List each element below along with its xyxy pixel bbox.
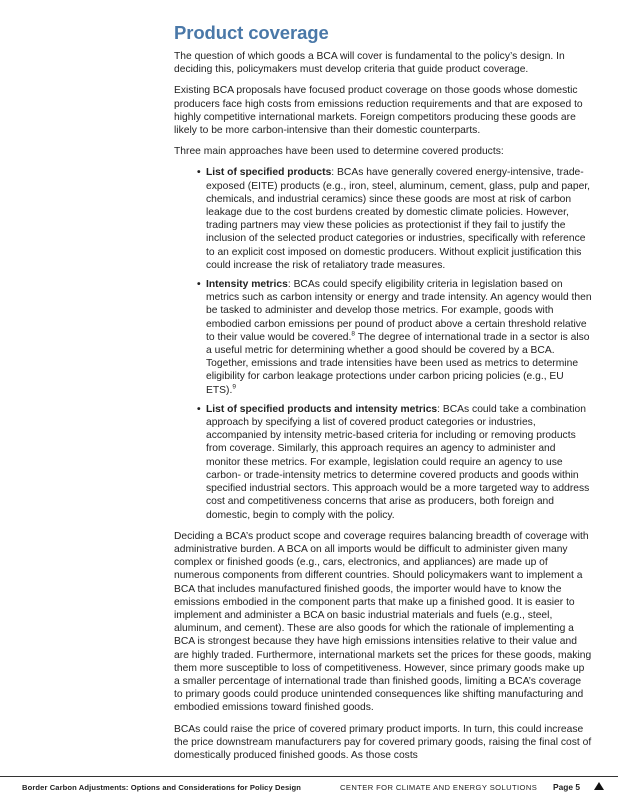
page-content [174,22,592,770]
list-item [197,166,592,272]
list-item-text: : BCAs could specify eligibility criteria in legislation based on metrics such as carbon intensity or energy and trade intensity. An agency would then be tasked to administer and develop those metrics. For example, goods with embodied carbon emissions per pound of product above a certain threshold relative to their value would be covered. [206,279,592,343]
list-item-heading: Intensity metrics [206,279,288,291]
page-footer [0,776,618,801]
bullet-marker: • [197,403,201,415]
bullet-marker: • [197,167,201,179]
approaches-list [174,166,592,521]
list-item [197,278,592,397]
bullet-marker: • [197,279,201,291]
list-item-heading: List of specified products and intensity metrics [206,403,438,415]
page-number: Page 5 [552,782,580,792]
footer-organization: CENTER FOR CLIMATE AND ENERGY SOLUTIONS [340,783,538,792]
paragraph-existing-proposals: Existing BCA proposals have focused product coverage on those goods whose domestic producers face high costs from emissions reduction requirements and that are exposed to highly competitive international markets. Foreign competitors producing these goods are likely to be more carbon-intensive than their domestic counterparts. [174,85,583,137]
footnote-ref[interactable]: 8 [351,330,356,338]
paragraph-approaches-lead: Three main approaches have been used to determine covered products: [174,146,504,158]
paragraph-price-effects: BCAs could raise the price of covered primary product imports. In turn, this could increase the price downstream manufacturers pay for covered primary goods, raising the final cost of domestically produced finished goods. As those costs [174,723,592,761]
paragraph-scope-coverage: Deciding a BCA’s product scope and coverage requires balancing breadth of coverage with administrative burden. A BCA on all imports would be difficult to administer given many complex or finished goods (e.g., cars, electronics, and appliances) are made up of numerous components from different countries. Should policymakers want to implement a BCA that includes manufactured finished goods, the importer would have to know the emissions embodied in the component parts that make up a finished good. It is easier to implement and administer a BCA on basic industrial materials and fuels (e.g., steel, aluminum, and cement). These are also goods for which the rationale of implementing a BCA is strongest because they have high emissions intensities relative to their value and are highly traded. Furthermore, international markets set the prices for these goods, making them more susceptible to loss of competitiveness. However, since primary goods make up a smaller percentage of international trade than finished goods, limiting a BCA’s coverage to primary goods could produce unintended consequences like shifting manufacturing and embodied emissions toward finished goods. [174,530,592,714]
paragraph-intro: The question of which goods a BCA will cover is fundamental to the policy’s design. In deciding this, policymakers must develop criteria that guide product coverage. [174,51,565,76]
footer-report-title: Border Carbon Adjustments: Options and Considerations for Policy Design [22,783,301,792]
section-title: Product coverage [174,22,329,43]
list-item-text: The degree of international trade in a sector is also a useful metric for determining whether a good should be covered by a BCA. Together, emissions and trade intensities have been used as metrics to determine eligibility for carbon leakage protections under carbon pricing policies (e.g., EU ETS). [206,331,590,396]
triangle-up-icon[interactable] [594,782,604,790]
footnote-ref[interactable]: 9 [232,383,236,391]
list-item-heading: List of specified products [206,167,332,179]
list-item-text: : BCAs could take a combination approach by specifying a list of covered product categories or industries, accompanied by intensity metric-based criteria for including or removing products from coverage. Similarly, this approach requires an agency to administer and monitor these metrics. For example, legislation could require an agency to use carbon- or trade-intensity metrics to determine covered products and goods within specified industrial sectors. This approach would be a more targeted way to address cost and competitiveness concerns that arise as producers, both foreign and domestic, begin to comply with the policy. [206,403,590,521]
list-item [197,403,592,522]
list-item-text: : BCAs have generally covered energy-intensive, trade-exposed (EITE) products (e.g., iron, steel, aluminum, cement, glass, pulp and paper, chemicals, and industrial ceramics) since these goods are most at risk of carbon leakage due to the cost burdens created by domestic climate policies. However, trading partners may view these policies as protectionist if they fail to justify the inclusion of the selected product categories or industries, specifically with reference to an explicit cost imposed on domestic producers. Without explicit justification this could increase the risk of retaliatory trade measures. [206,167,591,271]
